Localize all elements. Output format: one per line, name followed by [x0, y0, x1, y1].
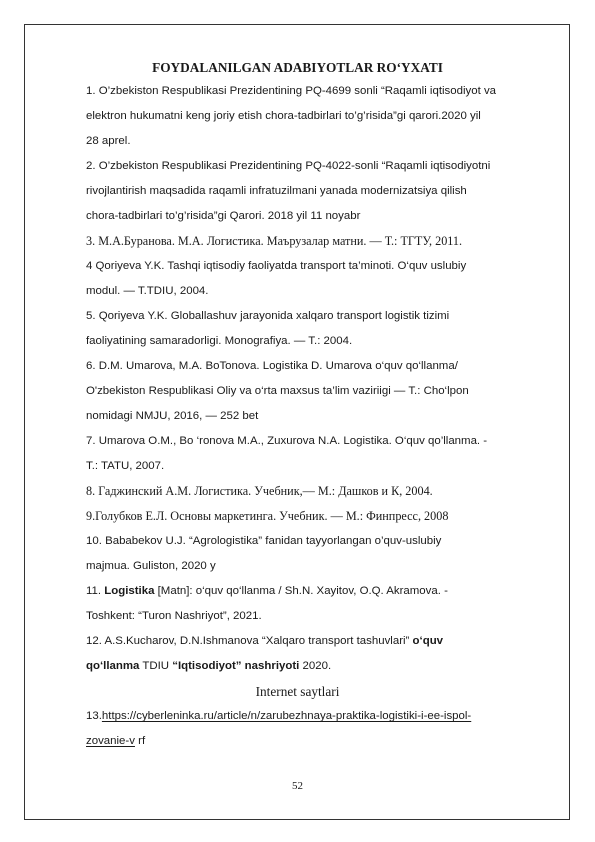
reference-3-line-1: 3. М.А.Буранова. М.А. Логистика. Маърузалар матни. — Т.: ТГТУ, 2011. [86, 234, 463, 248]
reference-4-line-2: modul. — T.TDIU, 2004. [86, 285, 209, 297]
reference-13-link-continued[interactable]: zovanie-v [86, 735, 135, 747]
reference-10-line-2: majmua. Guliston, 2020 y [86, 560, 216, 572]
reference-13-suffix: rf [134, 735, 146, 747]
reference-12-bold-3: “Iqtisodiyot” nashriyoti [172, 660, 300, 672]
reference-10-line-1: 10. Bababekov U.J. “Agrologistika” fanidan tayyorlangan o’quv-uslubiy [86, 535, 442, 547]
reference-13-number: 13. [86, 710, 102, 722]
reference-1-line-1: 1. O’zbekiston Respublikasi Prezidentining PQ-4699 sonli “Raqamli iqtisodiyot va [86, 85, 497, 97]
reference-13-link[interactable]: https://cyberleninka.ru/article/n/zarubezhnaya-praktika-logistiki-i-ee-ispol- [101, 710, 472, 722]
reference-12-prefix: 12. A.S.Kucharov, D.N.Ishmanova “Xalqaro transport tashuvlari” [86, 635, 413, 647]
reference-5-line-1: 5. Qoriyeva Y.K. Globallashuv jarayonida xalqaro transport logistik tizimi [86, 310, 450, 322]
reference-13-line-2 [86, 734, 145, 748]
reference-2-line-1: 2. O’zbekiston Respublikasi Prezidentining PQ-4022-sonli “Raqamli iqtisodiyotni [86, 160, 491, 172]
reference-4-line-1: 4 Qoriyeva Y.K. Tashqi iqtisodiy faoliyatda transport ta’minoti. O‘quv uslubiy [86, 260, 467, 272]
reference-9-line-1: 9.Голубков Е.Л. Основы маркетинга. Учебник. — М.: Финпресс, 2008 [86, 509, 449, 523]
reference-7-line-2: T.: TATU, 2007. [86, 460, 165, 472]
reference-11-line-2: Toshkent: “Turon Nashriyot”, 2021. [86, 610, 262, 622]
page-number: 52 [292, 780, 303, 792]
reference-11-bold-title: Logistika [104, 585, 155, 597]
reference-11-line-1 [86, 584, 448, 598]
reference-2-line-3: chora-tadbirlari to’g’risida”gi Qarori. 2018 yil 11 noyabr [86, 210, 361, 222]
reference-12-bold-1: o‘quv [412, 635, 444, 647]
reference-1-line-3: 28 aprel. [86, 135, 131, 147]
reference-13-line-1 [86, 709, 471, 723]
reference-8-line-1: 8. Гаджинский А.М. Логистика. Учебник,— М.: Дашков и К, 2004. [86, 484, 433, 498]
page-title: FOYDALANILGAN ADABIYOTLAR RO‘YXATI [152, 60, 443, 75]
reference-12-line-2 [86, 659, 331, 673]
reference-1-line-2: elektron hukumatni keng joriy etish chora-tadbirlari to’g’risida”gi qarori.2020 yil [86, 110, 481, 122]
internet-section-title: Internet saytlari [255, 684, 340, 699]
reference-7-line-1: 7. Umarova O.M., Bo ‘ronova M.A., Zuxurova N.A. Logistika. O‘quv qo’llanma. - [86, 435, 488, 447]
reference-6-line-3: nomidagi NMJU, 2016, — 252 bet [86, 410, 259, 422]
reference-12-line-1 [86, 634, 443, 648]
reference-5-line-2: faoliyatining samaradorligi. Monografiya. — T.: 2004. [86, 335, 353, 347]
reference-6-line-2: O'zbekiston Respublikasi Oliy va o‘rta maxsus ta’lim vaziriigi — T.: Cho‘lpon [86, 385, 469, 397]
reference-11-number: 11. [86, 585, 105, 597]
reference-12-suffix: 2020. [299, 660, 332, 672]
reference-11-rest: [Matn]: o‘quv qo‘llanma / Sh.N. Xayitov, O.Q. Akramova. - [154, 585, 448, 597]
reference-12-bold-2: qo‘llanma [86, 660, 140, 672]
reference-2-line-2: rivojlantirish maqsadida raqamli infratuzilmani yanada modernizatsiya qilish [86, 185, 467, 197]
reference-12-mid: TDIU [139, 660, 173, 672]
reference-6-line-1: 6. D.M. Umarova, M.A. BoTonova. Logistika D. Umarova o‘quv qo‘llanma/ [86, 360, 458, 372]
